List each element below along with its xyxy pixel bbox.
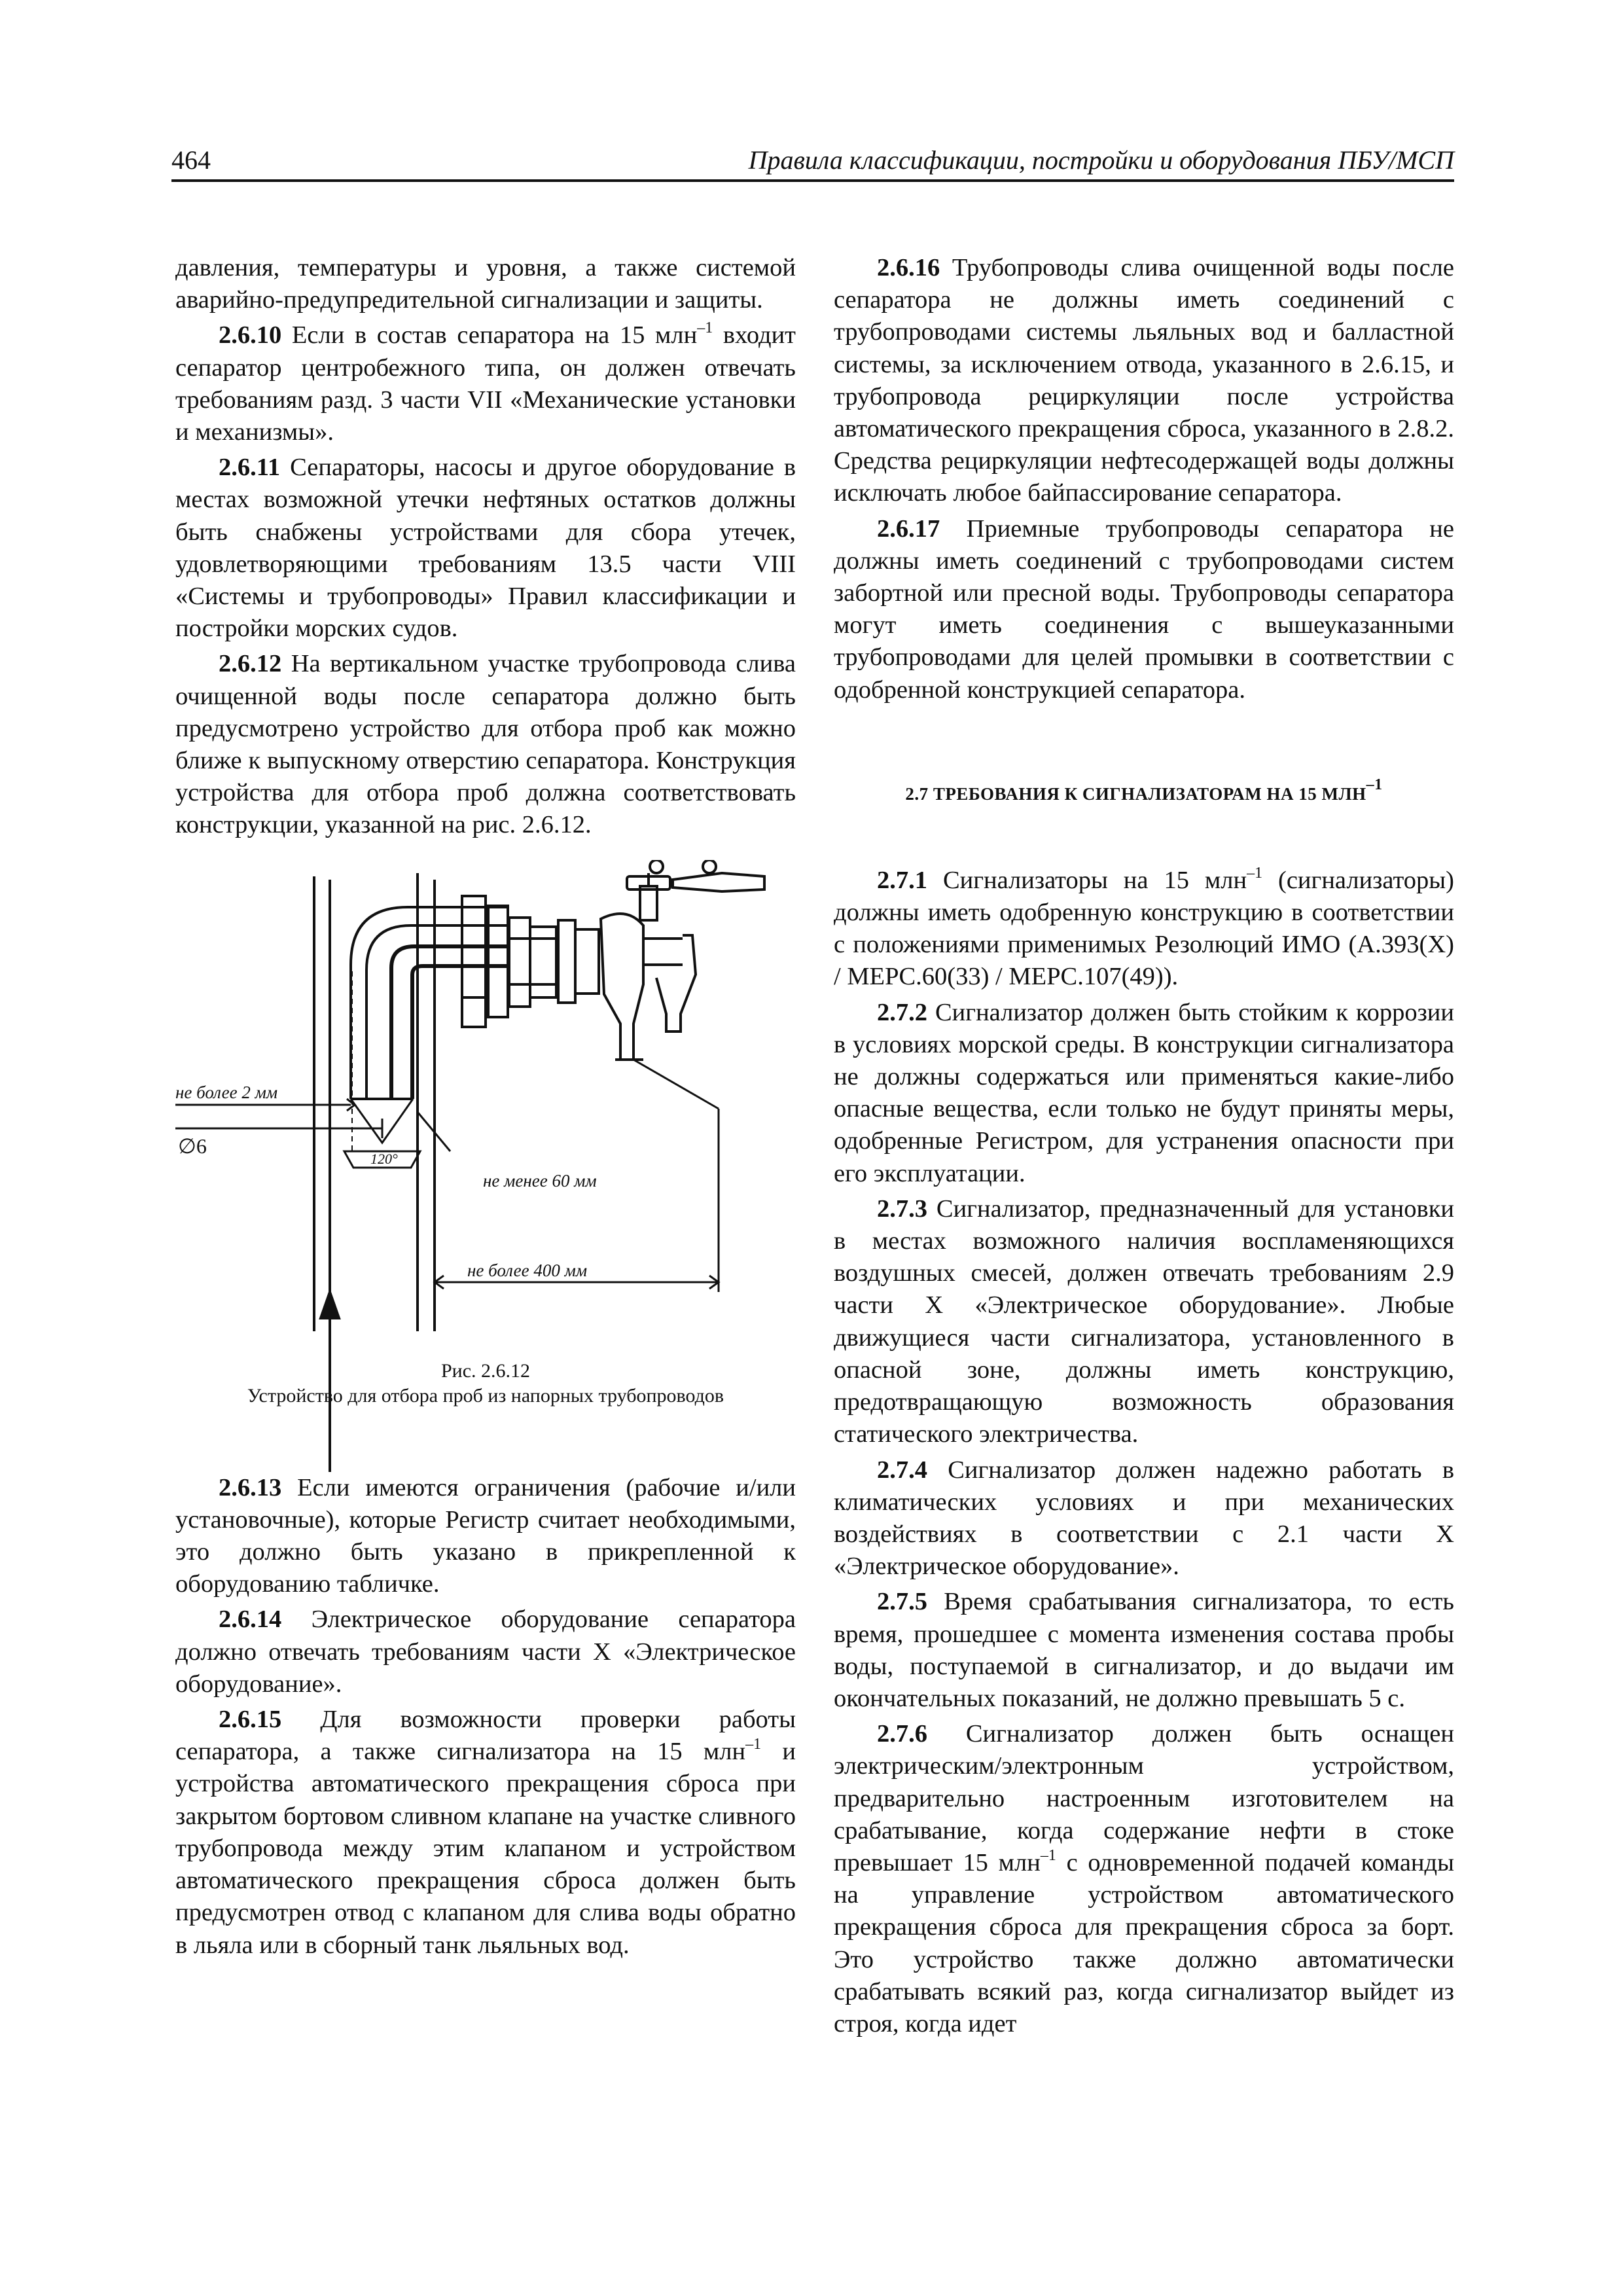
paragraph-2-7-4 bbox=[834, 1454, 1454, 1583]
paragraph-text: Сигнализатор должен быть оснащен электрическим/электронным устройством, предварительно настроенным изготовителем на срабатывание, когда содержание нефти в стоке превышает 15 млн bbox=[834, 1720, 1454, 1876]
paragraph-text: Сигнализатор должен надежно работать в климатических условиях и при механических воздействиях в соответствии с 2.1 части X «Электрическое оборудование». bbox=[834, 1456, 1454, 1581]
superscript: –1 bbox=[697, 319, 713, 337]
paragraph-text: На вертикальном участке трубопровода слива очищенной воды после сепаратора должно быть предусмотрено устройство для отбора проб как можно ближе к выпускному отверстию сепаратора. Конструкция устройства для отбора проб должна соответствовать конструкции, указанной на рис. 2.6.12. bbox=[175, 650, 796, 839]
paragraph-2-7-2 bbox=[834, 997, 1454, 1190]
paragraph-2-7-1 bbox=[834, 865, 1454, 994]
clause-number: 2.7.5 bbox=[877, 1588, 927, 1616]
figure-2-6-12 bbox=[175, 860, 796, 1472]
clause-number: 2.7.6 bbox=[877, 1720, 927, 1748]
superscript: –1 bbox=[1247, 864, 1263, 882]
label-angle: 120° bbox=[370, 1150, 398, 1167]
clause-number: 2.6.15 bbox=[219, 1706, 282, 1734]
clause-number: 2.6.14 bbox=[219, 1605, 282, 1634]
superscript: –1 bbox=[745, 1736, 762, 1753]
paragraph-text: Электрическое оборудование сепаратора должно отвечать требованиям части X «Электрическое оборудование». bbox=[175, 1605, 796, 1698]
superscript: –1 bbox=[1366, 776, 1383, 793]
page-header bbox=[171, 139, 1454, 182]
section-heading-2-7 bbox=[834, 776, 1454, 806]
label-max-400mm: не более 400 мм bbox=[467, 1260, 588, 1280]
paragraph-text: Сигнализаторы на 15 млн bbox=[927, 866, 1247, 894]
clause-number: 2.6.12 bbox=[219, 650, 282, 678]
paragraph-text: (сигнализаторы) должны иметь одобренную конструкцию в соответствии с положениями применимых Резолюций ИМО (A.393(X) / MEPC.60(33) / MEPC.107(49)). bbox=[834, 866, 1454, 991]
label-min-60mm: не менее 60 мм bbox=[483, 1170, 597, 1191]
clause-number: 2.7.2 bbox=[877, 998, 927, 1026]
clause-number: 2.6.16 bbox=[877, 254, 940, 281]
right-column bbox=[834, 252, 1454, 2043]
clause-number: 2.7.4 bbox=[877, 1456, 927, 1484]
clause-number: 2.6.17 bbox=[877, 514, 940, 543]
running-title: Правила классификации, постройки и оборудования ПБУ/МСП bbox=[748, 145, 1454, 175]
paragraph-text: Трубопроводы слива очищенной воды после сепаратора не должны иметь соединений с трубопроводами системы льяльных вод и балластной системы, за исключением отвода, указанного в 2.6.15, и трубопровода рециркуляции после устройства автоматического прекращения сброса, указанного в 2.8.2. Средства рециркуляции нефтесодержащей воды должны исключать любое байпассирование сепаратора. bbox=[834, 254, 1454, 507]
paragraph-text: Для возможности проверки работы сепаратора, а также сигнализатора на 15 млн bbox=[175, 1706, 796, 1766]
paragraph-2-6-12 bbox=[175, 648, 796, 841]
paragraph-2-7-6 bbox=[834, 1718, 1454, 2040]
paragraph-2-7-5 bbox=[834, 1586, 1454, 1715]
paragraph-text: Если имеются ограничения (рабочие и/или установочные), которые Регистр считает необходимыми, это должно быть указано в прикрепленной к оборудованию табличке. bbox=[175, 1473, 796, 1598]
clause-number: 2.6.10 bbox=[219, 321, 282, 350]
paragraph-text: Если в состав сепаратора на 15 млн bbox=[281, 321, 698, 350]
paragraph-2-7-3 bbox=[834, 1193, 1454, 1451]
paragraph-text: входит сепаратор центробежного типа, он должен отвечать требованиям разд. 3 части VII «Механические установки и механизмы». bbox=[175, 321, 796, 446]
paragraph-2-6-10 bbox=[175, 319, 796, 448]
paragraph-2-6-16 bbox=[834, 252, 1454, 510]
paragraph-text: Сигнализатор, предназначенный для установки в местах возможного наличия воспламеняющихся воздушных смесей, должен отвечать требованиям 2.9 части X «Электрическое оборудование». Любые движущиеся части сигнализатора, установленного в опасной зоне, должны иметь конструкцию, предотвращающую возможность образования статического электричества. bbox=[834, 1194, 1454, 1448]
label-max-2mm: не более 2 мм bbox=[175, 1082, 278, 1102]
left-column bbox=[175, 252, 796, 1965]
clause-number: 2.6.11 bbox=[219, 454, 281, 482]
paragraph-2-6-17 bbox=[834, 513, 1454, 706]
figure-caption-text: Устройство для отбора проб из напорных трубопроводов bbox=[247, 1384, 724, 1407]
label-diameter: ∅6 bbox=[178, 1134, 207, 1158]
figure-caption-block bbox=[175, 1359, 796, 1441]
paragraph-text: Приемные трубопроводы сепаратора не должны иметь соединений с трубопроводами систем забортной или пресной воды. Трубопроводы сепаратора могут иметь соединения с вышеуказанными трубопроводами для целей промывки в соответствии с одобренной конструкцией сепаратора. bbox=[834, 514, 1454, 704]
clause-number: 2.6.13 bbox=[219, 1473, 282, 1501]
paragraph-2-6-14 bbox=[175, 1604, 796, 1700]
paragraph-2-6-11 bbox=[175, 452, 796, 645]
figure-caption-number: Рис. 2.6.12 bbox=[440, 1359, 531, 1382]
paragraph-intro: давления, температуры и уровня, а также системой аварийно-предупредительной сигнализации и защиты. bbox=[175, 254, 796, 314]
section-heading-text: 2.7 ТРЕБОВАНИЯ К СИГНАЛИЗАТОРАМ НА 15 МЛН bbox=[905, 783, 1366, 804]
clause-number: 2.7.1 bbox=[877, 866, 927, 894]
paragraph-text: с одновременной подачей команды на управление устройством автоматического прекращения сброса для прекращения сброса за борт. Это устройство также должно автоматически срабатывать всякий раз, когда сигнализатор выйдет из строя, когда идет bbox=[834, 1848, 1454, 2037]
clause-number: 2.7.3 bbox=[877, 1194, 927, 1223]
paragraph-text: и устройства автоматического прекращения сброса при закрытом бортовом сливном клапане на участке сливного трубопровода между этим клапаном и устройством автоматического прекращения сброса должен быть предусмотрен отвод с клапаном для слива воды обратно в льяла или в сборный танк льяльных вод. bbox=[175, 1738, 796, 1959]
paragraph-text: Сигнализатор должен быть стойким к коррозии в условиях морской среды. В конструкции сигнализатора не должны содержаться или применяться какие-либо опасные вещества, если только не будут приняты меры, одобренные Регистром, для устранения опасности при его эксплуатации. bbox=[834, 998, 1454, 1187]
paragraph-2-6-13 bbox=[175, 1472, 796, 1601]
paragraph-text: Сепараторы, насосы и другое оборудование в местах возможной утечки нефтяных остатков должны быть снабжены устройствами для сбора утечек, удовлетворяющими требованиям 13.5 части VIII «Системы и трубопроводы» Правил классификации и постройки морских судов. bbox=[175, 454, 796, 643]
paragraph-2-6-15 bbox=[175, 1704, 796, 1962]
page-number: 464 bbox=[171, 145, 211, 175]
paragraph-text: Время срабатывания сигнализатора, то есть время, прошедшее с момента изменения состава пробы воды, поступаемой в сигнализатор, и до выдачи им окончательных показаний, не должно превышать 5 с. bbox=[834, 1588, 1454, 1712]
superscript: –1 bbox=[1040, 1846, 1056, 1864]
